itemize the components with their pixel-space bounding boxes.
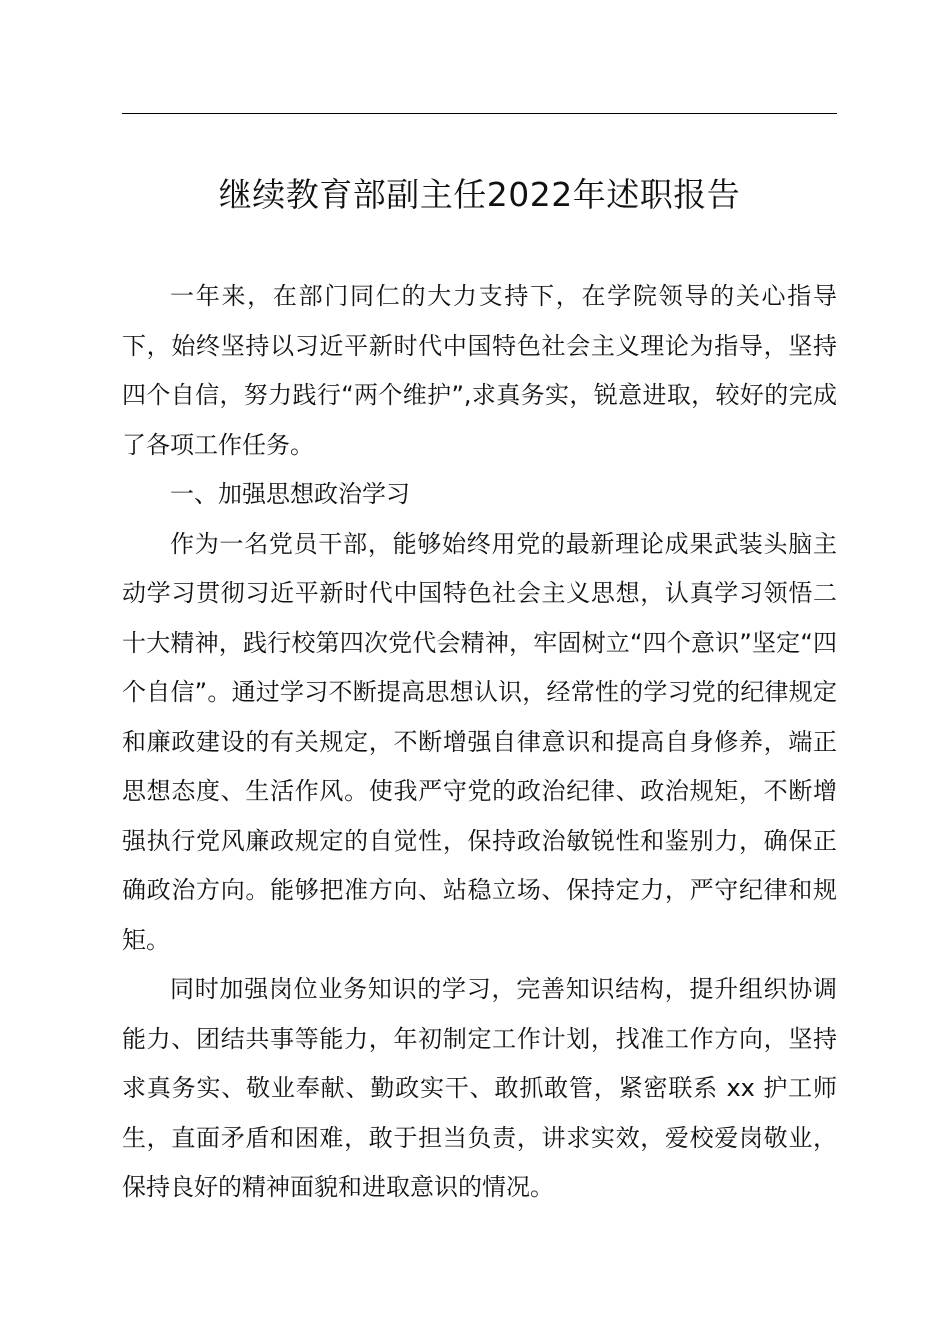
document-body [122,272,837,1213]
section-heading: 一、加强思想政治学习 [170,480,410,508]
document-title: 继续教育部副主任2022年述职报告 [218,175,741,214]
body-paragraph: 同时加强岗位业务知识的学习，完善知识结构，提升组织协调能力、团结共事等能力，年初制定工作计划，找准工作方向，坚持求真务实、敬业奉献、勤政实干、敢抓敢管，紧密联系 xx 护工师生，直面矛盾和困难，敢于担当负责，讲求实效，爱校爱岗敬业，保持良好的精神面貌和进取意识的情况。 [122,975,837,1201]
header-rule [122,113,837,114]
intro-paragraph: 一年来，在部门同仁的大力支持下，在学院领导的关心指导下，始终坚持以习近平新时代中国特色社会主义理论为指导，坚持四个自信，努力践行“两个维护”,求真务实，锐意进取，较好的完成了各项工作任务。 [122,282,837,459]
body-paragraph: 作为一名党员干部，能够始终用党的最新理论成果武装头脑主动学习贯彻习近平新时代中国特色社会主义思想，认真学习领悟二十大精神，践行校第四次党代会精神，牢固树立“四个意识”坚定“四个自信”。通过学习不断提高思想认识，经常性的学习党的纪律规定和廉政建设的有关规定，不断增强自律意识和提高自身修养，端正思想态度、生活作风。使我严守党的政治纪律、政治规矩，不断增强执行党风廉政规定的自觉性，保持政治敏锐性和鉴别力，确保正确政治方向。能够把准方向、站稳立场、保持定力，严守纪律和规矩。 [122,529,837,954]
